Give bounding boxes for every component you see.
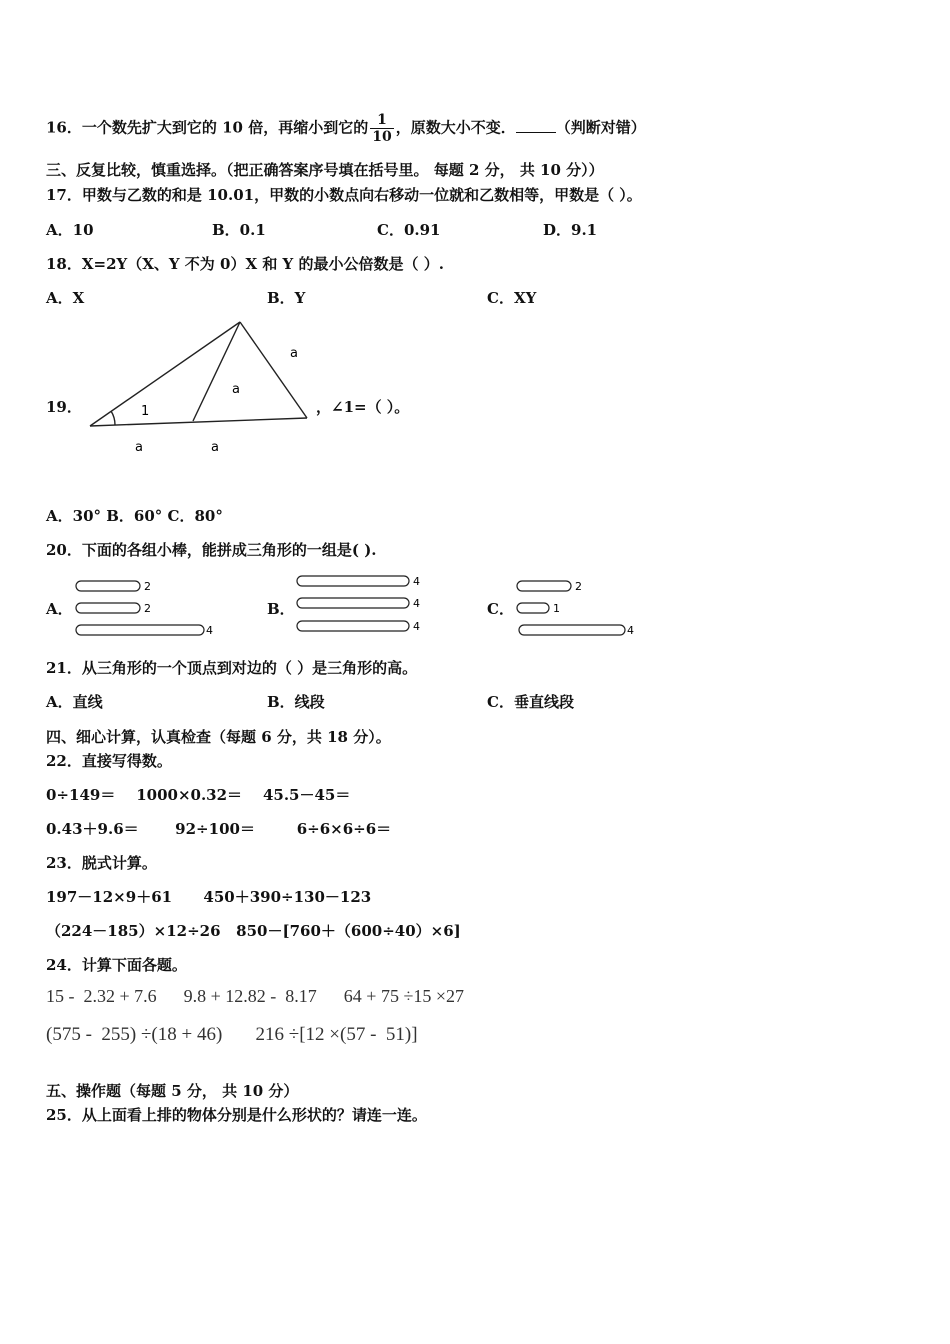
q22-row2: 0.43＋9.6＝ 92÷100＝ 6÷6×6÷6＝ <box>46 820 392 838</box>
stick-label: 4 <box>413 620 420 633</box>
q25-stem: 25．从上面看上排的物体分别是什么形状的？请连一连。 <box>46 1106 427 1124</box>
q16-answer-blank[interactable] <box>516 118 556 133</box>
q17-stem: 17．甲数与乙数的和是 10.01，甲数的小数点向右移动一位就和乙数相等，甲数是（ ）。 <box>46 186 642 204</box>
q18-option-b[interactable]: B．Y <box>267 289 306 307</box>
angle-1-arc <box>111 411 115 425</box>
q17-option-d[interactable]: D．9.1 <box>543 221 598 239</box>
q17-option-a[interactable]: A．10 <box>46 221 94 239</box>
q22-row1: 0÷149＝ 1000×0.32＝ 45.5－45＝ <box>46 786 351 804</box>
q23-row1: 197－12×9＋61 450＋390÷130－123 <box>46 888 372 906</box>
q19-number: 19． <box>46 398 82 416</box>
q23-stem: 23．脱式计算。 <box>46 854 157 872</box>
q18-option-c[interactable]: C．XY <box>487 289 537 307</box>
stick <box>517 603 549 613</box>
q16 <box>46 112 646 145</box>
q17-option-c[interactable]: C．0.91 <box>377 221 441 239</box>
stick <box>76 625 204 635</box>
q20-stem: 20．下面的各组小棒，能拼成三角形的一组是( ). <box>46 541 377 559</box>
q16-text-after: ，原数大小不变． <box>395 118 516 137</box>
q19-tail: ，∠1=（ ）。 <box>316 398 410 416</box>
q21-option-a[interactable]: A．直线 <box>46 693 103 711</box>
triangle-base <box>90 418 307 426</box>
stick <box>297 576 409 586</box>
section4-heading: 四、细心计算，认真检查（每题 6 分，共 18 分）。 <box>46 728 391 746</box>
q18-stem: 18．X=2Y（X、Y 不为 0）X 和 Y 的最小公倍数是（ ）. <box>46 255 444 273</box>
triangle-side-right <box>240 322 307 418</box>
q22-stem: 22．直接写得数。 <box>46 752 172 770</box>
stick <box>297 621 409 631</box>
stick-label: 4 <box>413 575 420 588</box>
q20-option-b[interactable]: B． <box>267 600 295 618</box>
q21-option-b[interactable]: B．线段 <box>267 693 325 711</box>
stick <box>76 603 140 613</box>
label-angle-1: 1 <box>141 404 150 419</box>
q21-option-c[interactable]: C．垂直线段 <box>487 693 574 711</box>
label-a-base-left: a <box>135 440 143 455</box>
stick <box>76 581 140 591</box>
label-a-right: a <box>290 346 298 361</box>
q24-row2: (575 - 255) ÷(18 + 46) 216 ÷[12 ×(57 - 51)] <box>46 1024 418 1045</box>
q20-option-a[interactable]: A． <box>46 600 73 618</box>
q16-text-before: 16．一个数先扩大到它的 10 倍，再缩小到它的 <box>46 118 369 137</box>
q19-options[interactable]: A．30° B．60° C．80° <box>46 507 223 525</box>
stick-label: 4 <box>627 624 634 637</box>
q20-option-c[interactable]: C． <box>487 600 514 618</box>
triangle-side-left <box>90 322 240 426</box>
label-a-inner: a <box>232 382 240 397</box>
section3-heading: 三、反复比较，慎重选择。（把正确答案序号填在括号里。 每题 2 分， 共 10 分）） <box>46 161 604 179</box>
q23-row2: （224－185）×12÷26 850－[760＋（600÷40）×6] <box>46 922 461 940</box>
q19-triangle-figure <box>85 315 315 460</box>
q20-sticks-a <box>74 578 224 640</box>
stick <box>517 581 571 591</box>
q18-option-a[interactable]: A．X <box>46 289 85 307</box>
q17-option-b[interactable]: B．0.1 <box>212 221 266 239</box>
stick-label: 1 <box>553 602 560 615</box>
q16-tail: （判断对错） <box>555 118 646 137</box>
q20-sticks-b <box>295 573 435 639</box>
label-a-base-right: a <box>211 440 219 455</box>
q24-stem: 24．计算下面各题。 <box>46 956 187 974</box>
stick-label: 2 <box>575 580 582 593</box>
frac-denominator: 10 <box>372 129 392 145</box>
stick <box>297 598 409 608</box>
q24-row1: 15 - 2.32 + 7.6 9.8 + 12.82 - 8.17 64 + 75 ÷15 ×27 <box>46 986 464 1006</box>
stick-label: 2 <box>144 580 151 593</box>
stick-label: 4 <box>413 597 420 610</box>
q21-stem: 21．从三角形的一个顶点到对边的（ ）是三角形的高。 <box>46 659 418 677</box>
section5-heading: 五、操作题（每题 5 分， 共 10 分） <box>46 1082 299 1100</box>
stick-label: 2 <box>144 602 151 615</box>
triangle-inner-segment <box>193 322 240 421</box>
q16-fraction <box>370 112 393 145</box>
stick-label: 4 <box>206 624 213 637</box>
q20-sticks-c <box>515 578 645 640</box>
stick <box>519 625 625 635</box>
frac-numerator: 1 <box>370 112 393 129</box>
